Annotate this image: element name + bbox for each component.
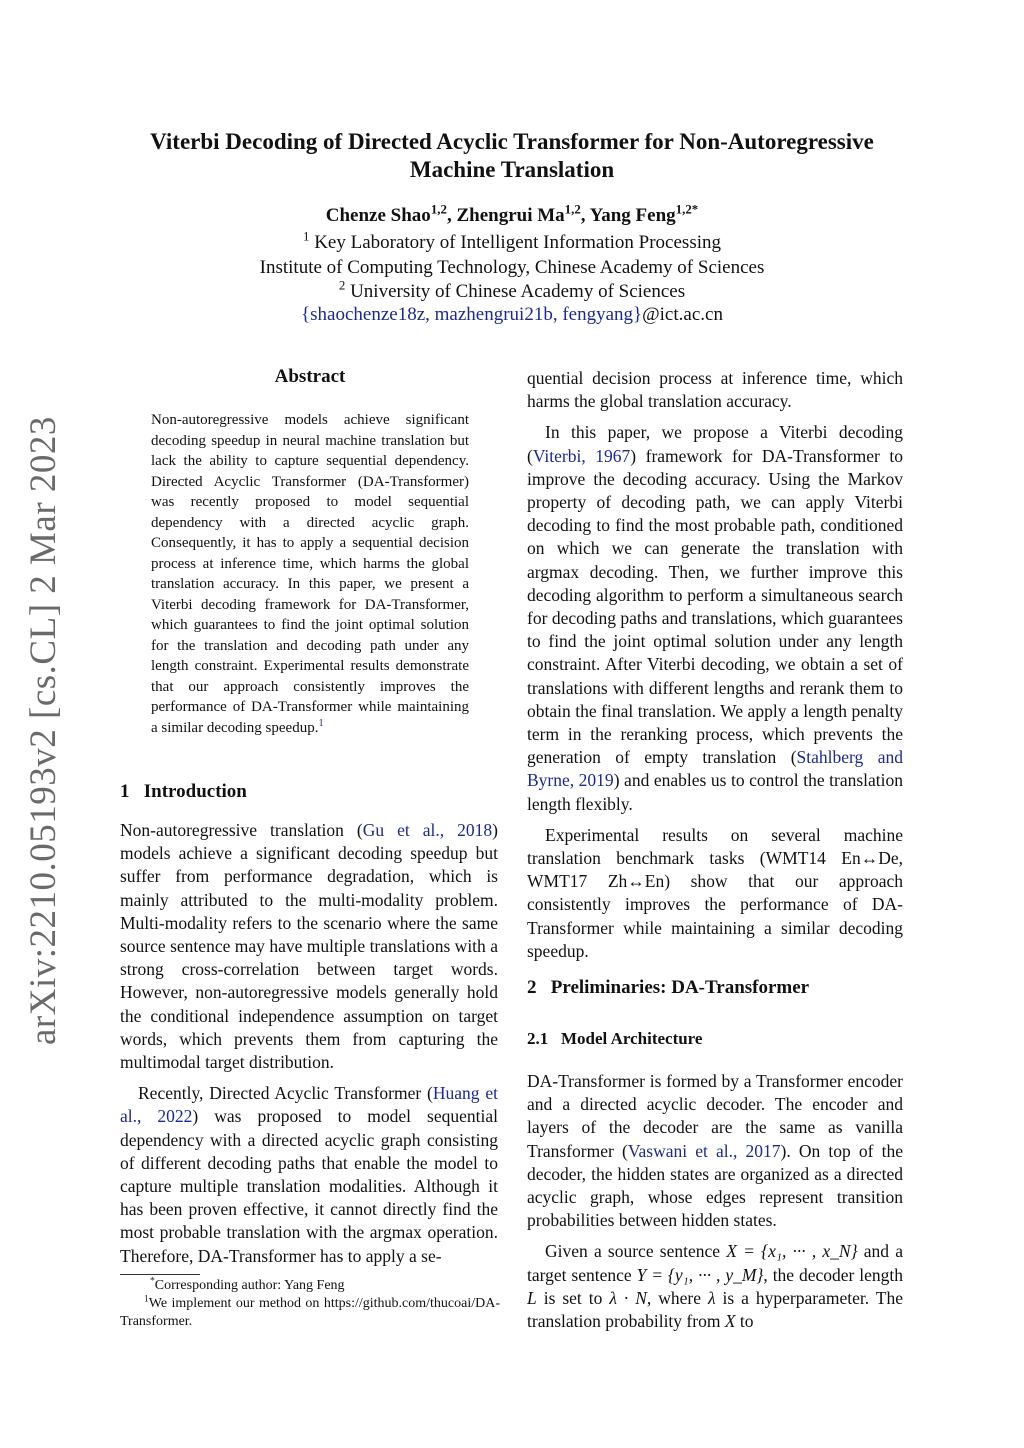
footnote-corresponding xyxy=(120,1277,500,1295)
author-name: Zhengrui Ma xyxy=(456,205,565,226)
footnote-ref[interactable]: 1 xyxy=(318,717,324,729)
paragraph xyxy=(527,1070,903,1232)
email-names[interactable]: shaochenze18z, mazhengrui21b, fengyang xyxy=(310,304,634,325)
abstract-heading: Abstract xyxy=(274,366,346,387)
affiliation-text: Key Laboratory of Intelligent Information Processing xyxy=(314,232,721,253)
text: to xyxy=(735,1311,754,1332)
math-lambda: λ xyxy=(707,1287,716,1308)
citation-link[interactable]: Viterbi, 1967 xyxy=(532,445,631,466)
citation-link[interactable]: Huang et al., 2022 xyxy=(120,1083,498,1127)
math-lambda-n: λ · N xyxy=(609,1287,647,1308)
author-emails xyxy=(100,304,924,326)
section-heading-preliminaries xyxy=(527,977,809,999)
footnote-divider xyxy=(120,1274,200,1275)
affiliation-text: University of Chinese Academy of Sciences xyxy=(350,281,686,302)
affiliation-line-1 xyxy=(100,228,924,254)
subsection-title: Model Architecture xyxy=(561,1029,703,1048)
citation-link[interactable]: Vaswani et al., 2017 xyxy=(627,1140,781,1161)
footnote-text: We implement our method on https://github.com/thucoai/DA-Transformer. xyxy=(120,1296,500,1329)
text: and a target sentence xyxy=(527,1241,903,1285)
author-name: Chenze Shao xyxy=(325,205,431,226)
footnote-implementation xyxy=(120,1295,500,1331)
section-number: 1 xyxy=(120,781,130,802)
footnote-mark: * xyxy=(150,1276,155,1287)
citation-link[interactable]: Gu et al., 2018 xyxy=(362,820,493,840)
paragraph xyxy=(120,819,498,1074)
section-title: Preliminaries: DA-Transformer xyxy=(550,977,810,998)
footnote-text: Corresponding author: Yang Feng xyxy=(154,1278,345,1293)
math-x: X xyxy=(724,1311,736,1332)
text: DA-Transformer is formed by a Transformer encoder and a directed acyclic decoder. The encoder and layers of the decoder are the same as vanilla Transformer ( xyxy=(527,1071,903,1161)
right-column-body xyxy=(527,367,903,971)
text: ) models achieve a significant decoding speedup but suffer from performance degradation, which is mainly attributed to the multi-modality problem. Multi-modality refers to the scenario where the same source sentence may have multiple translations with a strong cross-correlation between target words. However, non-autoregressive models generally hold the conditional independence assumption on target words, which prevents them from capturing the multimodal target distribution. xyxy=(120,820,498,1073)
author-list: Chenze Shao$^{1,2}$, Zhengrui Ma$^{1,2}$, Yang Feng$^{1,2*}$ xyxy=(325,201,699,226)
paragraph: Experimental results on several machine translation benchmark tasks (WMT14 En↔De, WMT17 Zh↔En) show that our approach consistently improves the performance of DA-Transformer while maintaining a similar decoding speedup. xyxy=(527,824,903,961)
text: ) and enables us to control the translation length flexibly. xyxy=(527,770,903,814)
section-number: 2 xyxy=(527,977,537,998)
section-heading-introduction xyxy=(120,781,247,803)
title-line-1: Viterbi Decoding of Directed Acyclic Transformer for Non-Autoregressive xyxy=(150,129,874,154)
title-line-2: Machine Translation xyxy=(409,157,615,182)
math-source: X = {x₁, ··· , x_N} xyxy=(726,1241,858,1262)
math-target: Y = {y₁, ··· , y_M} xyxy=(636,1264,764,1285)
math-length: L xyxy=(527,1287,537,1308)
abstract-body xyxy=(151,410,469,738)
citation-link[interactable]: Stahlberg and Byrne, 2019 xyxy=(527,747,903,791)
abstract-text: Non-autoregressive models achieve significant decoding speedup in neural machine translation but lack the ability to capture sequential dependency. Directed Acyclic Transformer (DA-Transformer) was recently proposed to model sequential dependency with a directed acyclic graph. Consequently, it has to apply a sequential decision process at inference time, which harms the global translation accuracy. In this paper, we present a Viterbi decoding framework for DA-Transformer, which guarantees to find the joint optimal solution for the translation and decoding path under any length constraint. Experimental results demonstrate that our approach consistently improves the performance of DA-Transformer while maintaining a similar decoding speedup. xyxy=(151,412,469,736)
text: , where xyxy=(646,1287,708,1308)
section-title: Introduction xyxy=(143,781,247,802)
paragraph xyxy=(120,1082,498,1268)
paragraph xyxy=(527,421,903,815)
affil-mark: 1 xyxy=(302,228,310,244)
text: Recently, Directed Acyclic Transformer ( xyxy=(138,1083,433,1104)
author-name: Yang Feng xyxy=(589,205,676,226)
author-affil-mark: 1,2 xyxy=(430,201,447,217)
text: , the decoder length xyxy=(763,1264,903,1285)
affiliation-line-2: Institute of Computing Technology, Chinese Academy of Sciences xyxy=(259,257,765,278)
author-affil-mark: 1,2 xyxy=(564,201,581,217)
paragraph xyxy=(527,1240,903,1333)
section-2-body xyxy=(527,1070,903,1341)
text: ) framework for DA-Transformer to improve the decoding accuracy. Using the Markov property of decoding path, we can apply Viterbi decoding to find the most probable path, conditioned on which we can generate the translation with argmax decoding. Then, we further improve this decoding algorithm to perform a simultaneous search for decoding paths and translations, which guarantees to find the joint optimal solution under any length constraint. After Viterbi decoding, we obtain a set of translations with different lengths and rerank them to obtain the final translation. We apply a length penalty term in the reranking process, which prevents the generation of empty translation ( xyxy=(527,445,903,768)
left-column-body xyxy=(120,819,498,1276)
text: Given a source sentence xyxy=(545,1241,727,1262)
text: In this paper, we propose a Viterbi decoding ( xyxy=(527,422,903,466)
author-affil-mark: 1,2* xyxy=(675,201,699,217)
text: Non-autoregressive translation ( xyxy=(120,820,363,840)
footnote-mark: 1 xyxy=(144,1294,149,1305)
email-close: } xyxy=(633,304,643,325)
paper-title xyxy=(100,128,924,184)
text: ). On top of the decoder, the hidden states are organized as a directed acyclic graph, whose edges represent transition probabilities between hidden states. xyxy=(527,1140,903,1231)
paragraph: quential decision process at inference time, which harms the global translation accuracy. xyxy=(527,368,903,412)
subsection-heading-model-architecture xyxy=(527,1029,702,1049)
email-domain: @ict.ac.cn xyxy=(642,304,723,325)
text: is set to xyxy=(536,1287,610,1308)
email-open: { xyxy=(301,304,311,325)
arxiv-stamp: arXiv:2210.05193v2 [cs.CL] 2 Mar 2023 xyxy=(23,416,64,1045)
text: ) was proposed to model sequential dependency with a directed acyclic graph consisting of different decoding paths that enable the model to capture multiple translation modalities. Although it has been proven effective, it cannot directly find the most probable translation with the argmax operation. Therefore, DA-Transformer has to apply a se- xyxy=(120,1106,498,1266)
subsection-number: 2.1 xyxy=(527,1029,549,1048)
text: is a hyperparameter. The translation probability from xyxy=(527,1287,903,1332)
affiliation-line-3 xyxy=(100,277,924,303)
affil-mark: 2 xyxy=(338,277,346,293)
